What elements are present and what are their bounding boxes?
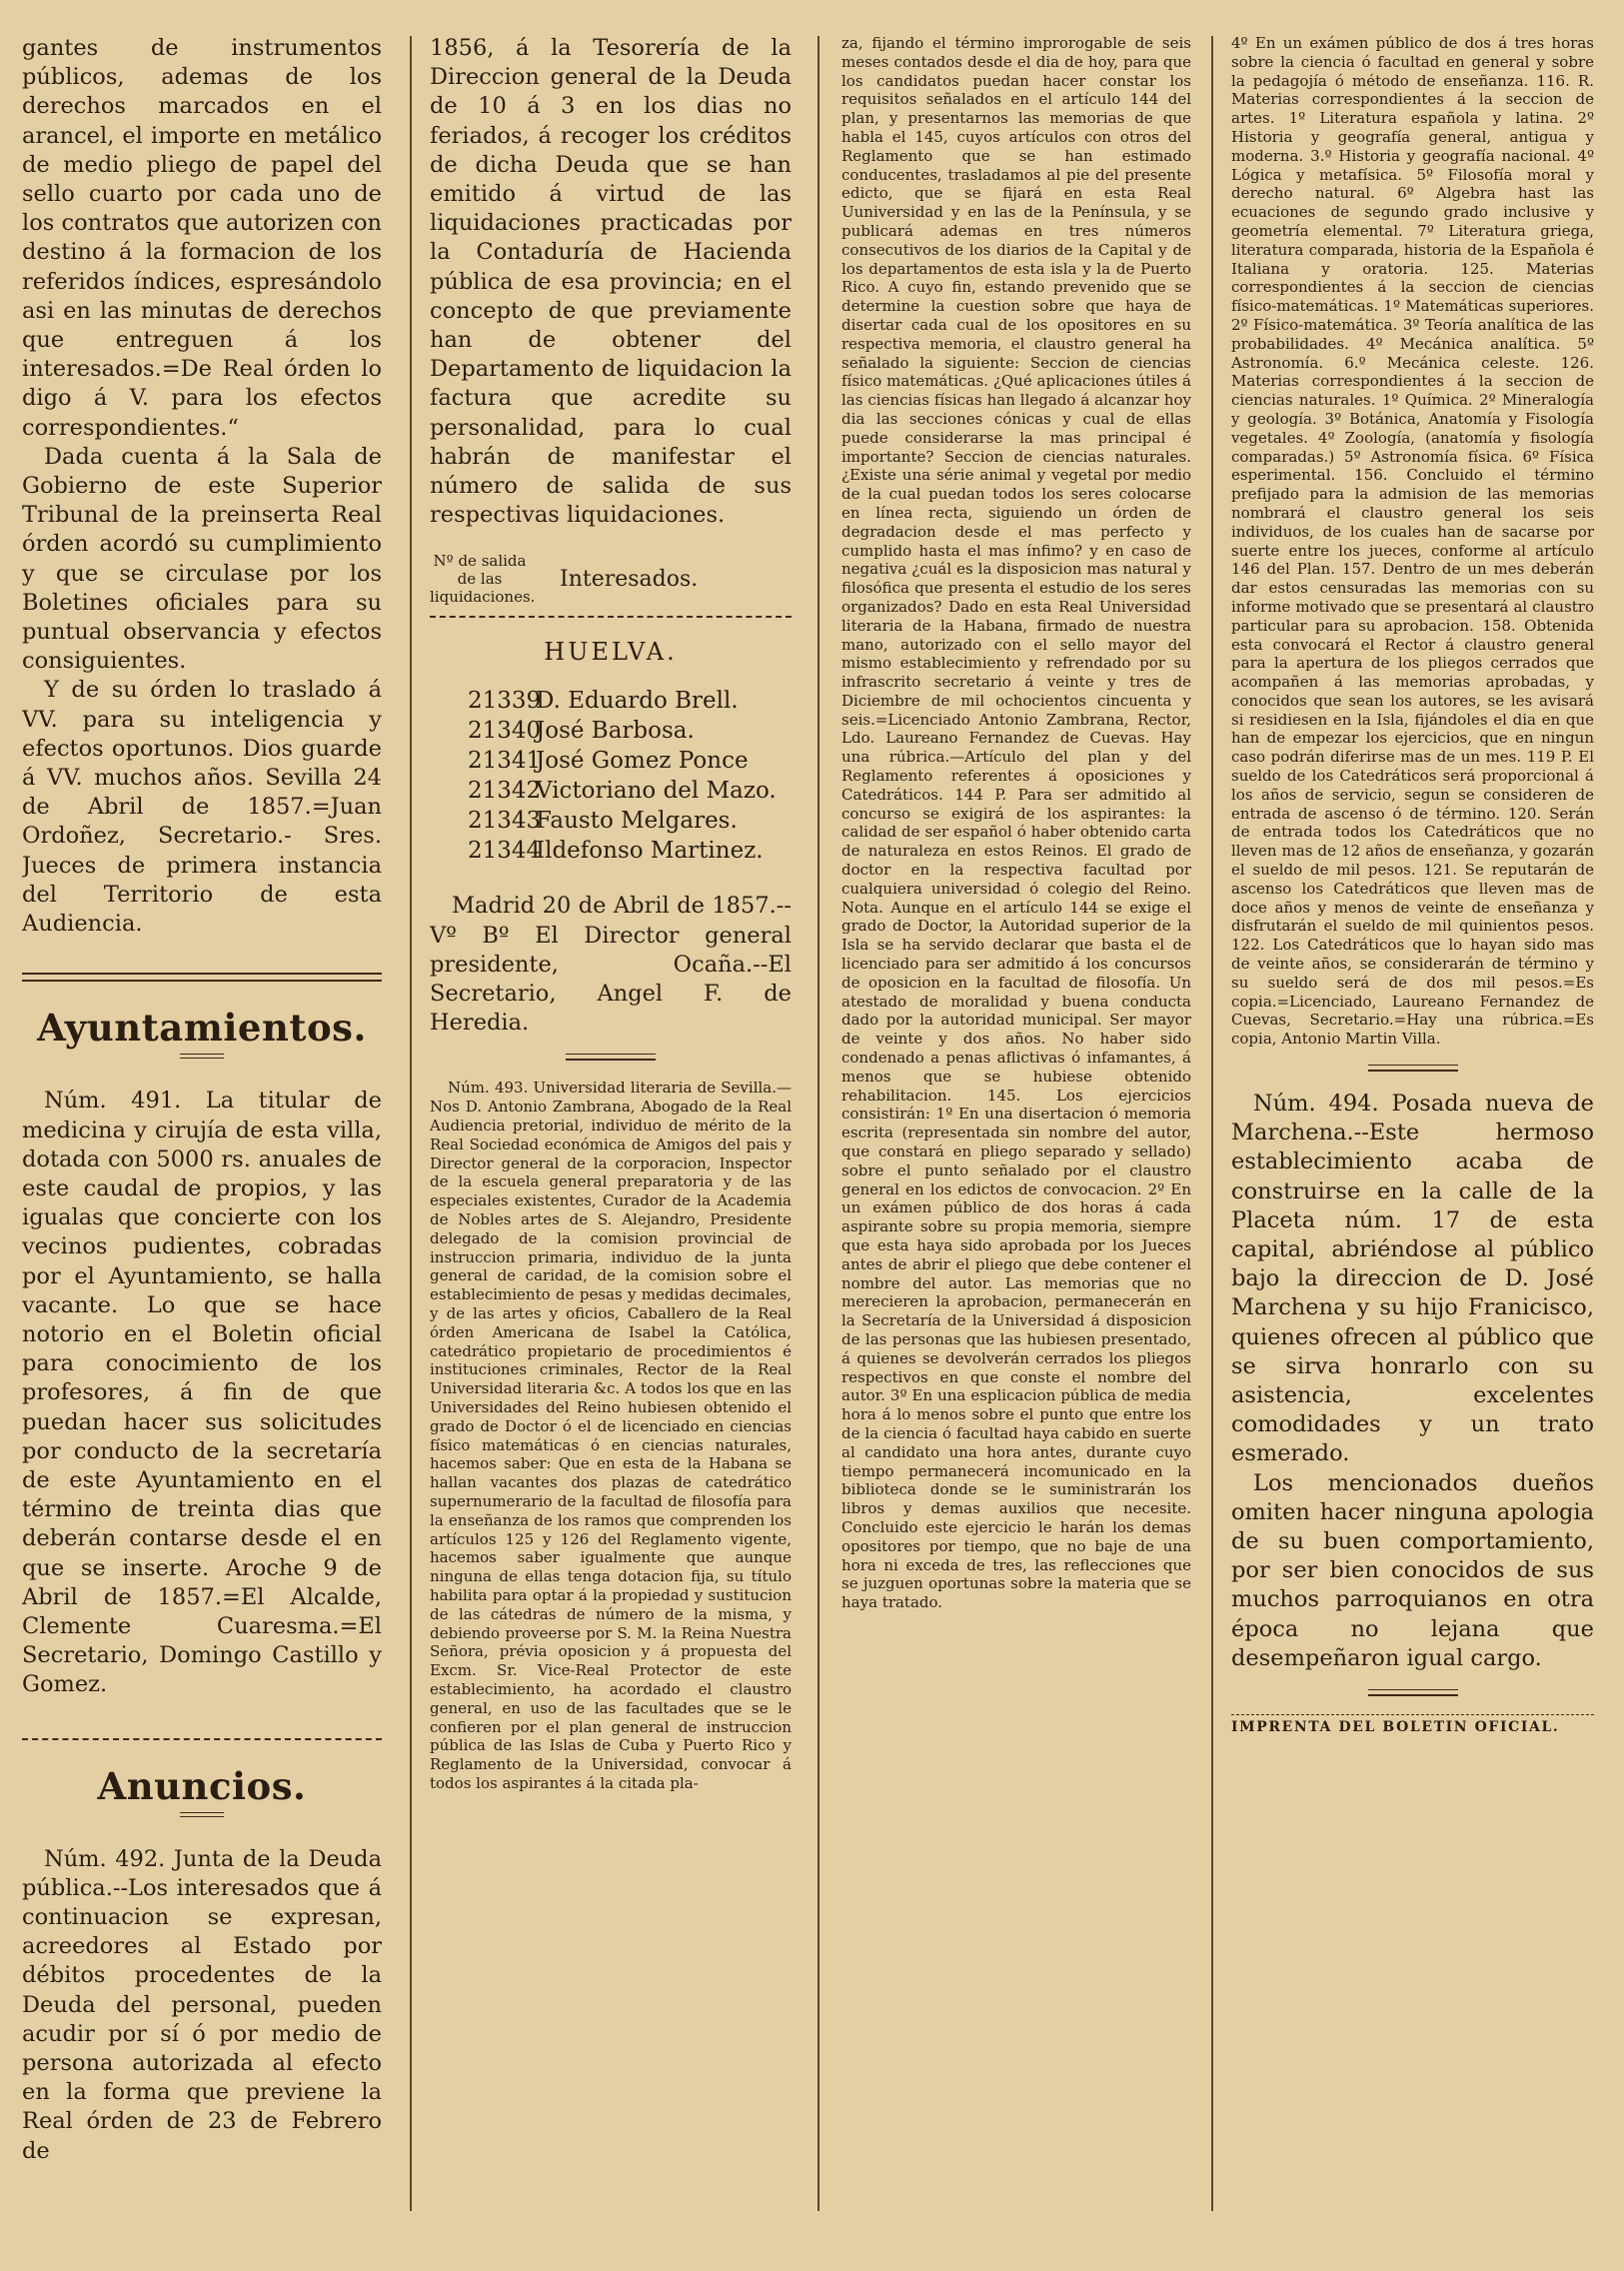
ornament-rule: [1368, 1065, 1458, 1072]
notice-492: Núm. 492. Junta de la Deuda pública.--Los interesados que á continuacion se expresan, acreedores al Estado por débitos procedentes de la Deuda del personal, pueden acudir por sí ó por medio de persona autorizada al efecto en la forma que previene la Real órden de 23 de Febrero de: [22, 1845, 382, 2164]
ornament-rule: [566, 1054, 656, 1061]
column-4: [1231, 34, 1594, 2253]
exit-number: 21342: [468, 778, 542, 805]
creditors-table: [430, 686, 792, 866]
column-divider: [1211, 36, 1213, 2211]
creditor-name: José Barbosa.: [536, 718, 695, 745]
section-divider: [22, 1738, 382, 1740]
column-divider: [817, 36, 819, 2211]
section-divider: [22, 973, 382, 982]
section-heading-ayuntamientos: Ayuntamientos.: [37, 1006, 367, 1051]
paragraph: Los mencionados dueños omiten hacer ninguna apologia de su buen comportamiento, por ser bien conocidos de sus muchos parroquianos en otra época no lejana que desempeñaron igual cargo.: [1231, 1469, 1594, 1671]
table-row: [430, 836, 792, 866]
ornament-rule: [180, 1054, 224, 1059]
creditor-name: José Gomez Ponce: [536, 748, 749, 775]
column-1: [22, 34, 382, 2253]
exit-number: 21339: [468, 688, 542, 715]
exit-number: 21341: [468, 748, 542, 775]
creditor-name: Victoriano del Mazo.: [536, 778, 777, 805]
ornament-rule: [180, 1812, 224, 1817]
paragraph: Y de su órden lo traslado á VV. para su inteligencia y efectos oportunos. Dios guarde á VV. muchos años. Sevilla 24 de Abril de 1857.=Juan Ordoñez, Secretario.- Sres. Jueces de primera instancia del Territorio de esta Audiencia.: [22, 677, 382, 938]
table-divider: [430, 616, 792, 618]
paragraph: gantes de instrumentos públicos, ademas de los derechos marcados en el arancel, el importe en metálico de medio pliego de papel del sello cuarto por cada uno de los contratos que autorizen con destino á la formacion de los referidos índices, espresándolo asi en las minutas de derechos que entreguen á los interesados.=De Real órden lo digo á V. para los efectos correspondientes.“: [22, 35, 382, 441]
section-heading-anuncios: Anuncios.: [97, 1763, 307, 1808]
column-header-number: Nº de salida de las liquidaciones.: [430, 552, 536, 607]
column-3: [841, 34, 1191, 2253]
notice-493: Núm. 493. Universidad literaria de Sevilla.—Nos D. Antonio Zambrana, Abogado de la Real Audiencia pretorial, individuo de mérito de la Real Sociedad económica de Amigos del pais y Director general de la corporacion, Inspector de la escuela general preparatoria y de las especiales existentes, Curador de la Academia de Nobles artes de S. Alejandro, Presidente delegado de la comision provincial de instruccion primaria, individuo de la junta general de caridad, de la comision sobre el establecimiento de pesas y medidas decimales, y de las artes y oficios, Caballero de la Real órden Americana de Isabel la Católica, catedrático propietario de procedimientos é instituciones criminales, Rector de la Real Universidad literaria &c. A todos los que en las Universidades del Reino hubiesen obtenido el grado de Doctor ó el de licenciado en ciencias físico matemáticas ó en ciencias naturales, hacemos saber: Que en esta de la Habana se hallan vacantes dos plazas de catedrático supernumerario de la facultad de filosofía para la enseñanza de los ramos que comprenden los artículos 125 y 126 del Reglamento vigente, hacemos saber igualmente que aunque ninguna de ellas tenga dotacion fija, su título habilita para optar á la propiedad y sustitucion de las cátedras de número de la misma, y debiendo proveerse por S. M. la Reina Nuestra Señora, prévia oposicion y á propuesta del Excm. Sr. Vice-Real Protector de este establecimiento, ha acordado el claustro general, en uso de las facultades que se le confieren por el plan general de instruccion pública de las Islas de Cuba y Puerto Rico y Reglamento de la Universidad, convocar á todos los aspirantes á la citada pla-: [430, 1079, 792, 1792]
paragraph: za, fijando el término improrogable de seis meses contados desde el dia de hoy, para que los candidatos puedan hacer constar los requisitos señalados en el artículo 144 del plan, y presentarnos las memorias de que habla el 145, cuyos artículos con otros del Reglamento que se han estimado conducentes, trasladamos al pie del presente edicto, que se fijará en esta Real Uuniversidad y en las de la Península, y se publicará ademas en tres números consecutivos de los diarios de la Capital y de los departamentos de esta isla y la de Puerto Rico. A cuyo fin, estando prevenido que se determine la cuestion sobre que haya de disertar cada cual de los opositores en su respectiva memoria, el claustro general ha señalado la siguiente: Seccion de ciencias físico matemáticas. ¿Qué aplicaciones útiles á las ciencias físicas han llegado á alcanzar hoy dia las secciones cónicas y cual de ellas puede considerarse la mas principal é importante? Seccion de ciencias naturales. ¿Existe una série animal y vegetal por medio de la cual puedan todos los seres colocarse en línea recta, siguiendo un órden de degradacion desde el mas perfecto y cumplido hasta el mas ínfimo? y en caso de negativa ¿cuál es la disposicion mas natural y filosófica que presenta el estudio de los seres organizados? Dado en esta Real Universidad literaria de la Habana, firmado de nuestra mano, autorizado con el sello mayor del mismo establecimiento y refrendado por su infrascrito secretario á veinte y tres de Diciembre de mil ochocientos cincuenta y seis.=Licenciado Antonio Zambrana, Rector, Ldo. Laureano Fernandez de Cuevas. Hay una rúbrica.—Artículo del plan y del Reglamento referentes á oposiciones y Catedráticos. 144 P. Para ser admitido al concurso se exigirá de los aspirantes: la calidad de ser español ó haber obtenido carta de naturaleza en estos Reinos. El grado de doctor en la respectiva facultad por cualquiera universidad ó colegio del Reino. Nota. Aunque en el artículo 144 se exige el grado de Doctor, la Autoridad superior de la Isla se ha servido declarar que basta el de licenciado para ser admitido á los concursos de oposicion en la facultad de filosofía. Un atestado de moralidad y buena conducta dado por la autoridad municipal. Ser mayor de veinte y dos años. No haber sido condenado a penas aflictivas ó infamantes, á menos que se hubiese obtenido rehabilitacion. 145. Los ejercicios consistirán: 1º En una disertacion ó memoria escrita (representada sin nombre del autor, que constará en pliego separado y sellado) sobre el punto señalado por el claustro general en los edictos de convocacion. 2º En un exámen público de dos horas á cada aspirante sobre su propia memoria, siempre que esta haya sido aprobada por los Jueces antes de abrir el pliego que debe contener el nombre del autor. Las memorias que no merecieren la aprobacion, permanecerán en la Secretaría de la Universidad á disposicion de las personas que las hubiesen presentado, á quienes se devolverán cerrados los pliegos respectivos en que conste el nombre del autor. 3º En una esplicacion pública de media hora á lo menos sobre el punto que entre los de la ciencia ó facultad haya cabido en suerte al candidato una hora antes, durante cuyo tiempo permanecerá incomunicado en la biblioteca donde se le suministrarán los libros y demas auxilios que necesite. Concluido este ejercicio le harán los demas opositores por tiempo, que no baje de una hora ni exceda de tres, las reflecciones que se juzguen oportunas sobre la materia que se haya tratado.: [841, 34, 1191, 1612]
column-2: [430, 34, 792, 2253]
table-row: [430, 716, 792, 746]
table-row: [430, 686, 792, 716]
table-row: [430, 746, 792, 776]
creditor-name: Fausto Melgares.: [536, 808, 738, 835]
paragraph: Dada cuenta á la Sala de Gobierno de este Superior Tribunal de la preinserta Real órden acordó su cumplimiento y que se circulase por los Boletines oficiales para su puntual observancia y efectos consiguientes.: [22, 443, 382, 675]
column-header-interested: Interesados.: [560, 566, 699, 592]
paragraph: 4º En un exámen público de dos á tres horas sobre la ciencia ó facultad en general y sobre la pedagojía ó método de enseñanza. 116. R. Materias correspondientes á la seccion de artes. 1º Literatura española y latina. 2º Historia y geografía general, antigua y moderna. 3.º Historia y geografía nacional. 4º Lógica y metafísica. 5º Filosofía moral y derecho natural. 6º Algebra hast las ecuaciones de segundo grado inclusive y geometría elemental. 7º Literatura griega, literatura comparada, historia de la Española é Italiana y oratoria. 125. Materias correspondientes á la seccion de ciencias físico-matemáticas. 1º Matemáticas superiores. 2º Físico-matemática. 3º Teoría analítica de las probabilidades. 4º Mecánica analítica. 5º Astronomía. 6.º Mecánica celeste. 126. Materias correspondientes á la seccion de ciencias naturales. 1º Química. 2º Mineralogía y geología. 3º Botánica, Anatomía y Fisología vegetales. 4º Zoología, (anatomía y fisología comparadas.) 5º Astronomía física. 6º Física esperimental. 156. Concluido el término prefijado para la admision de las memorias nombrará el claustro general los seis individuos, de los cuales han de sacarse por suerte entre los jueces, conforme al artículo 146 del Plan. 157. Dentro de un mes deberán dar estos censuradas las memorias con su informe motivado que se presentará al claustro particular para su aprobacion. 158. Obtenida esta convocará el Rector á claustro general para la apertura de los pliegos cerrados que acompañen á las memorias aprobadas, y conocidos que sean los autores, se les avisará si residiesen en la Isla, fijándoles el dia en que han de empezar los ejercicios, que en ningun caso podrán diferirse mas de un mes. 119 P. El sueldo de los Catedráticos será proporcional á los años de servicio, segun se consideren de entrada de ascenso ó de término. 120. Serán de entrada todos los Catedráticos que no lleven mas de 12 años de enseñanza, y gozarán el sueldo de mil pesos. 121. Se reputarán de ascenso los Catedráticos que lleven mas de doce años y menos de veinte de enseñanza y disfrutarán el sueldo de mil quinientos pesos. 122. Los Catedráticos que lo hayan sido mas de veinte años, se considerarán de término y su sueldo será de dos mil pesos.=Es copia.=Licenciado, Laureano Fernandez de Cuevas, Secretario.=Hay una rúbrica.=Es copia, Antonio Martin Villa.: [1231, 34, 1594, 1049]
exit-number: 21344: [468, 838, 542, 865]
column-divider: [410, 36, 412, 2211]
exit-number: 21340: [468, 718, 542, 745]
creditor-name: D. Eduardo Brell.: [536, 688, 739, 715]
region-heading: HUELVA.: [544, 638, 678, 667]
printer-imprint: IMPRENTA DEL BOLETIN OFICIAL.: [1231, 1714, 1594, 1735]
table-row: [430, 806, 792, 836]
creditors-table-header: [430, 552, 792, 606]
ornament-rule: [1368, 1689, 1458, 1696]
signature-paragraph: Madrid 20 de Abril de 1857.--Vº Bº El Director general presidente, Ocaña.--El Secretario, Angel F. de Heredia.: [430, 893, 792, 1037]
exit-number: 21343: [468, 808, 542, 835]
notice-491: Núm. 491. La titular de medicina y cirujía de esta villa, dotada con 5000 rs. anuales de este caudal de propios, y las igualas que concierte con los vecinos pudientes, cobradas por el Ayuntamiento, se halla vacante. Lo que se hace notorio en el Boletin oficial para conocimiento de los profesores, á fin de que puedan hacer sus solicitudes por conducto de la secretaría de este Ayuntamiento en el término de treinta dias que deberán contarse desde el en que se inserte. Aroche 9 de Abril de 1857.=El Alcalde, Clemente Cuaresma.=El Secretario, Domingo Castillo y Gomez.: [22, 1088, 382, 1698]
creditor-name: Ildefonso Martinez.: [536, 838, 764, 865]
table-row: [430, 776, 792, 806]
notice-494: Núm. 494. Posada nueva de Marchena.--Este hermoso establecimiento acaba de construirse en la calle de la Placeta núm. 17 de esta capital, abriéndose al público bajo la direccion de D. José Marchena y su hijo Franicisco, quienes ofrecen al público que se sirva honrarlo con su asistencia, excelentes comodidades y un trato esmerado.: [1231, 1091, 1594, 1467]
paragraph: 1856, á la Tesorería de la Direccion general de la Deuda de 10 á 3 en los dias no feriados, á recoger los créditos de dicha Deuda que se han emitido á virtud de las liquidaciones practicadas por la Contaduría de Hacienda pública de esa provincia; en el concepto de que previamente han de obtener del Departamento de liquidacion la factura que acredite su personalidad, para lo cual habrán de manifestar el número de salida de sus respectivas liquidaciones.: [430, 35, 792, 529]
